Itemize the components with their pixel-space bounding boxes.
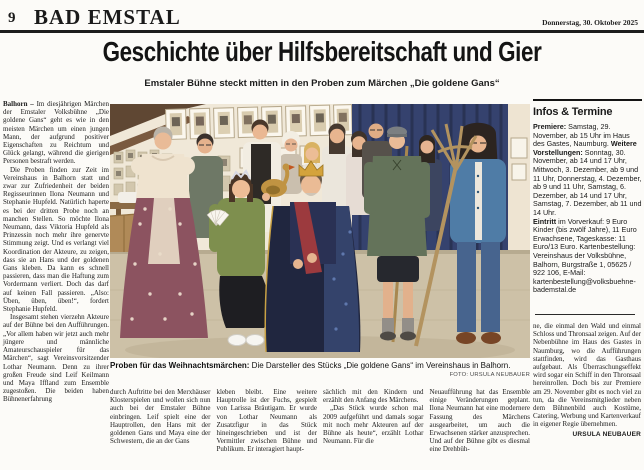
caption-lead: Proben für das Weihnachtsmärchen: (110, 361, 250, 370)
paragraph: kleben bleibt. Eine weitere Hauptrolle ist der Fuchs, gespielt von Larissa Bräutigam. Er wurde von Lothar Neumann als Zusatzfigur in das Stück hineingeschrieben und ist der Vermittler zwischen Bühne und Publikum. Er interagiert haupt- (216, 388, 317, 454)
paragraph: Die Proben finden zur Zeit im Vereinshaus in Balhorn statt und zwar zur Zufriedenheit der beiden Regisseurinnen Ilona Neumann und Stephanie Hupfeld. Natürlich haperte es bei der dritten Probe noch an manchen Stellen. So möchte Ilona Neumann, dass Viktoria Hupfeld als Prinzessin noch mehr ihre genervte Stimmung zeigt. Und es verlangt viel Koordination der Akteure, zu zeigen, dass sie an Hans und der goldenen Gans kleben. Da kann es schnell passieren, dass man die Haftung zum Vordermann verliert. Doch das darf auf keinen Fall passieren. „Also: Üben, üben, üben!“, fordert Stephanie Hupfeld. (3, 165, 109, 314)
masthead-rule (0, 30, 644, 33)
article-headline: Geschichte über Hilfsbereitschaft und Gier (102, 36, 542, 67)
paragraph: Insgesamt stehen vierzehn Akteure auf der Bühne bei den Aufführungen. „Vor allem haben wir jetzt auch mehr jüngere und männliche Amateurschauspieler für das Märchen“, sagt Vereinsvorsitzender Lothar Neumann. Denn zu ihrer großen Freude sind Leif Keilmann und Maya Iffland zum Ensemble zugestoßen. Die beiden haben Bühnenerfahrung (3, 313, 109, 404)
infobox (533, 99, 642, 295)
infobox-body (533, 123, 642, 295)
paragraph: „Das Stück wurde schon mal 2009 aufgeführt und damals sogar mit noch mehr Akteuren auf der Bühne als heute“, erzählt Lothar Neumann. Für die (323, 404, 424, 446)
photo-caption (110, 361, 530, 380)
date-line: Donnerstag, 30. Oktober 2025 (542, 18, 638, 27)
infobox-divider (535, 314, 635, 315)
paragraph: Neuaufführung hat das Ensemble einige Veränderungen geplant. Ilona Neumann hat eine modernere Fassung des Märchens ausgearbeitet, um auch die Erwachsenen stärker anzusprechen. Und auf der Bühne gibt es diesmal eine Drehbüh- (429, 388, 530, 454)
paragraph-text: Im diesjährigen Märchen der Emstaler Volksbühne „Die goldene Gans“ geht es wie in den meisten Märchen um einen jungen Mann, der aufgrund positiver Eigenschaften zu Reichtum und Glück gelangt, während die gierigen Personen bestraft werden. (3, 100, 109, 166)
lead-location: Balhorn – (3, 100, 34, 108)
article-subheadline: Emstaler Bühne steckt mitten in den Proben zum Märchen „Die goldene Gans“ (144, 78, 500, 89)
photo-credit: FOTO: URSULA NEUBAUER (449, 372, 530, 378)
paragraph (3, 100, 109, 166)
page-number: 9 (8, 10, 16, 26)
infobox-paragraph: Eintritt im Vorverkauf: 9 Euro Kinder (bis zwölf Jahre), 11 Euro Erwachsene, Tageskasse: 11 Euro/13 Euro. Kartenbestellung: Vereinshaus der Volksbühne, Balhorn, Burgstraße 1, 05625 / 922 106, E-Mail: kartenbestellung@volksbuehne-bademstal.de (533, 216, 637, 295)
article-photo (110, 104, 530, 358)
caption-text: Die Darsteller des Stücks „Die goldene Gans“ im Vereinshaus in Balhorn. (249, 361, 511, 370)
bottom-column (430, 388, 531, 454)
paragraph: sächlich mit den Kindern und erzählt den Anfang des Märchens. (323, 388, 424, 405)
right-text-column (533, 322, 641, 439)
left-text-column (3, 100, 109, 404)
bottom-text-columns (110, 388, 530, 454)
photo-illustration (110, 104, 530, 358)
infobox-title: Infos & Termine (533, 106, 613, 118)
paragraph: durch Auftritte bei den Merxhäuser Klosterspielen und wollen sich nun auch bei der Emstaler Bühne einbringen. Leif spielt eine der Hauptrollen, den Hans mit der goldenen Gans und Maya eine der Schwestern, die an der Gans (110, 388, 211, 446)
bottom-column (217, 388, 318, 454)
section-title: BAD EMSTAL (34, 5, 181, 29)
paragraph: ne, die einmal den Wald und einmal Schloss und Thronsaal zeigen. Auf der Nebenbühne im Haus des Gastes in Naumburg, wo die Aufführungen stattfinden, wird das Gasthaus aufgebaut. Als Überraschungseffekt wird sogar ein Schiff in den Thronsaal hereinrollen. Doch bis zur Premiere am 29. November gibt es noch viel zu tun, da die Vereinsmitglieder neben dem Bühnenbild auch Kostüme, Catering, Werbung und Kartenverkauf in eigener Regie übernehmen. (533, 322, 641, 429)
bottom-column (323, 388, 424, 454)
infobox-paragraph: Premiere: Samstag, 29. November, ab 15 Uhr im Haus des Gastes, Naumburg. Weitere Vorstellungen: Sonntag, 30. November, ab 14 und 17 Uhr, Mittwoch, 3. Dezember, ab 9 und 11 Uhr, Donnerstag, 4. Dezember, ab 9 und 11 Uhr, Samstag, 6. Dezember, ab 14 und 17 Uhr, Samstag, 7. Dezember, ab 11 und 14 Uhr. (533, 122, 642, 217)
author-byline: URSULA NEUBAUER (572, 430, 641, 438)
masthead (0, 4, 644, 30)
bottom-column (110, 388, 211, 454)
